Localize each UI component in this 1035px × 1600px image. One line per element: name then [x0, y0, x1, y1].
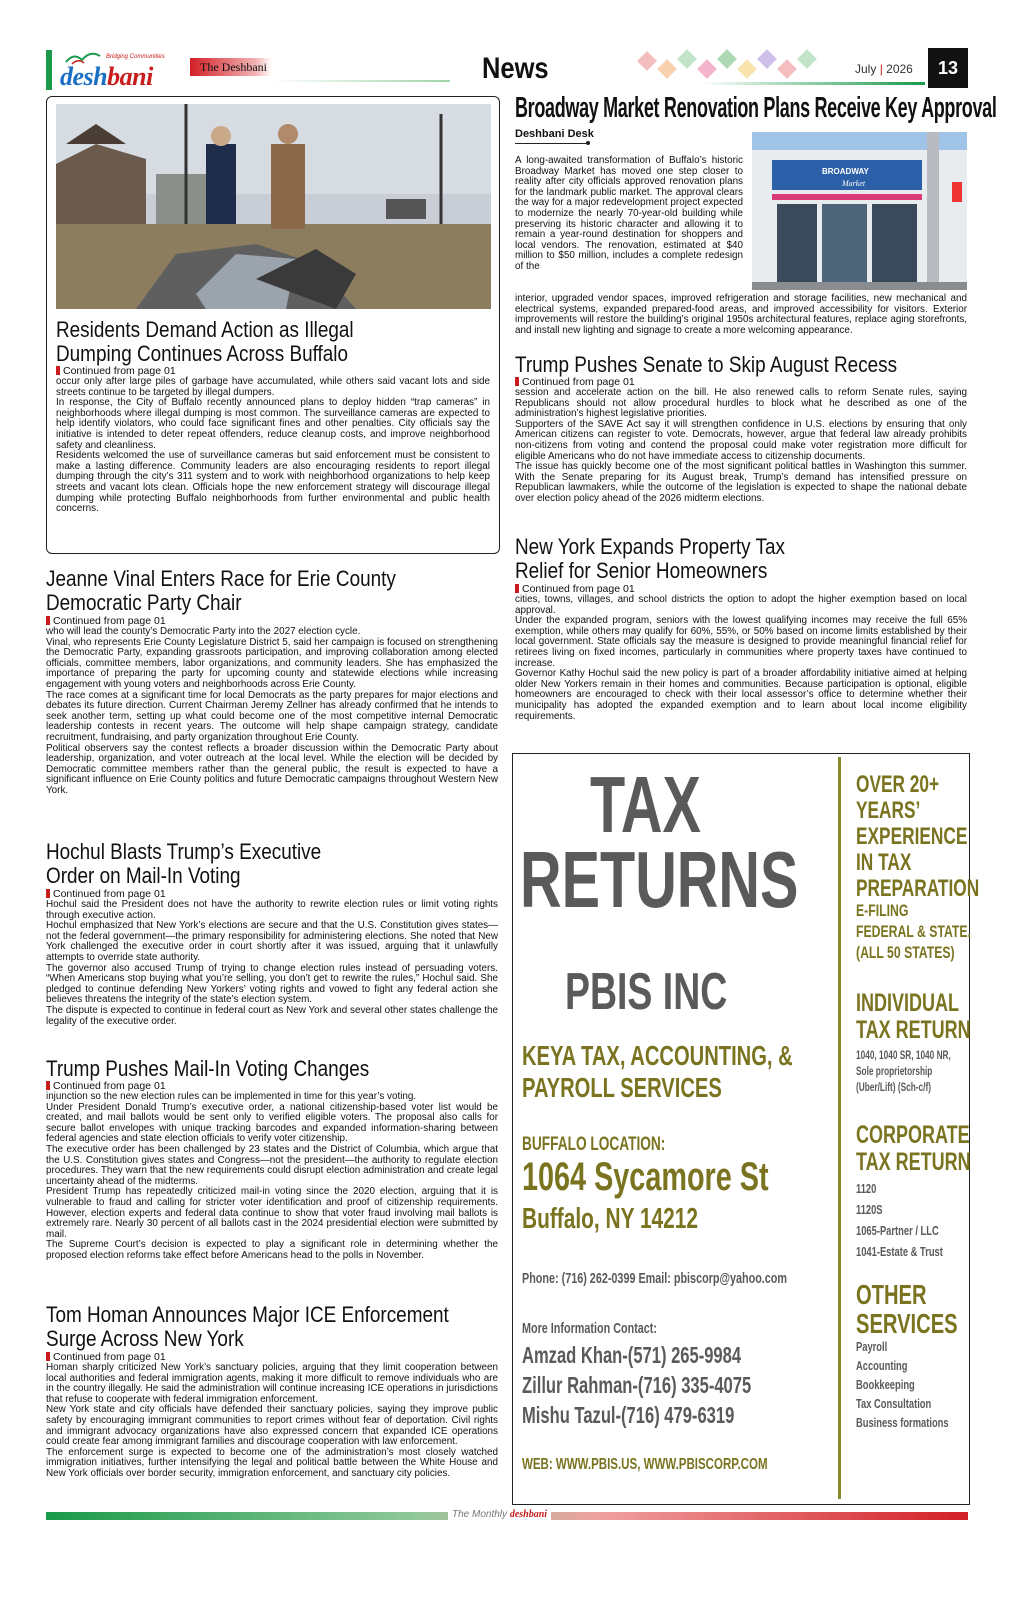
property-tax-continued: Continued from page 01	[515, 584, 635, 595]
ad-web[interactable]: WEB: WWW.PBIS.US, WWW.PBISCORP.COM	[522, 1456, 768, 1473]
homan-body: Homan sharply criticized New York’s sanctuary policies, arguing that they limit cooperation between local authorities and federal immigration agents, making it more difficult to remove individuals who are in the country illegally. He said the administration will continue increasing ICE operations in jurisdictions that refuse to cooperate with federal immigration enforcement. New York state and city officials have defended their sanctuary policies, saying they improve public safety by encouraging immigrant communities to report crimes without fear of deportation. Civil rights and immigrant advocacy organizations have also expressed concern that expanded ICE operations could create fear among immigrant families and discourage cooperation with law enforcement. The enforcement surge is expected to become one of the administration’s most closely watched immigration initiatives, further intensifying the legal and political battle between the White House and New York officials over border security, immigration enforcement, and sanctuary city policies.	[46, 1362, 498, 1479]
hochul-body: Hochul said the President does not have the authority to rewrite election rules or limit voting rights through executive action. Hochul emphasized that New York’s elections are secure and that the U.S. Constitution gives states—not the federal government—the primary responsibility for administering elections. She noted that New York challenged the executive order in court shortly after it was issued, arguing that it unlawfully attempts to override state authority. The governor also accused Trump of trying to change election rules instead of persuading voters. “When Americans stop buying what you’re selling, you don’t get to rewrite the rules,” Hochul said. She pledged to continue defending New Yorkers’ voting rights and vowed to fight any federal action she believes threatens the integrity of the state’s election system. The dispute is expected to continue in federal court as New York and several other states challenge the legality of the executive order.	[46, 899, 498, 1027]
homan-continued: Continued from page 01	[46, 1352, 166, 1363]
logo-tagline: Bridging Communities	[106, 54, 165, 60]
ad-corporate-title: CORPORATE TAX RETURN	[856, 1121, 971, 1176]
homan-headline[interactable]: Tom Homan Announces Major ICE Enforcement Surge Across New York	[46, 1302, 449, 1351]
ad-efiling: E-FILING FEDERAL & STATE. (ALL 50 STATES)	[856, 901, 971, 962]
ad-location-label: BUFFALO LOCATION:	[522, 1134, 666, 1155]
ad-company: PBIS INC	[565, 963, 728, 1021]
ad-phone-email[interactable]: Phone: (716) 262-0399 Email: pbiscorp@yahoo.com	[522, 1270, 788, 1287]
mailin-body: injunction so the new election rules can be implemented in time for this year’s voting. Under President Donald Trump’s executive order, a national citizenship-based voter list would be created, and mail ballots would be sent only to verified eligible voters. The proposal also calls for secure ballot envelopes with unique tracking barcodes and expanded information-sharing between federal agencies and state election officials to verify voter citizenship. The executive order has been challenged by 23 states and the District of Columbia, which argue that the U.S. Constitution gives states and Congress—not the president—the authority to regulate election procedures. They warn that the new requirements could disrupt election administration and create legal uncertainty ahead of the midterms. President Trump has repeatedly criticized mail-in voting since the 2020 election, arguing that it is vulnerable to fraud and calling for stricter voter identification and proof of citizenship requirements. However, election experts and federal data continue to show that voter fraud involving mail ballots is extremely rare. Nearly 30 percent of all ballots cast in the 2024 presidential election were submitted by mail. The Supreme Court’s decision is expected to play a significant role in determining whether the proposed election reforms take effect before Americans head to the polls in November.	[46, 1091, 498, 1261]
mailin-continued: Continued from page 01	[46, 1081, 166, 1092]
broadway-body-wide: interior, upgraded vendor spaces, improved refrigeration and storage facilities, new mechanical and electrical systems, expanded prepared-food areas, and improved accessibility for visitors. Exterior improvements will restore the building’s original 1950s architectural features, replace aging storefronts, and install new lighting and signage to create a more welcoming appearance.	[515, 293, 967, 336]
section-title: News	[482, 52, 549, 85]
vinal-continued: Continued from page 01	[46, 616, 166, 627]
recess-body: session and accelerate action on the bill. He also renewed calls to reform Senate rules, saying Republicans should not allow procedural hurdles to block what he described as one of the administration’s highest legislative priorities. Supporters of the SAVE Act say it will strengthen confidence in U.S. elections by ensuring that only American citizens can register to vote. Democrats, however, argue that federal law already prohibits non-citizens from voting and contend the proposal could make voter registration more difficult for eligible Americans who do not have immediate access to citizenship documents. The issue has quickly become one of the most significant political battles in Washington this summer. With the Senate preparing for its August break, Trump’s demand has intensified pressure on Republican lawmakers, while the outcome of the legislation is expected to shape the national debate over election policy ahead of the 2026 midterm elections.	[515, 387, 967, 504]
deshbani-logo[interactable]	[58, 48, 184, 92]
ad-divider	[838, 757, 841, 1499]
logo-wordmark: deshbani	[60, 62, 153, 91]
svg-text:Market: Market	[842, 179, 866, 188]
ad-individual-items: 1040, 1040 SR, 1040 NR, Sole proprietorship (Uber/Lift) (Sch-c/f)	[856, 1050, 951, 1094]
broadway-body-narrow: A long-awaited transformation of Buffalo’s historic Broadway Market has moved one step closer to reality after city officials approved renovation plans for the landmark public market. The approval clears the way for a major redevelopment project expected to modernize the nearly 70-year-old building while preserving its historic character and allowing it to remain a year-round destination for shoppers and local vendors. The renovation, estimated at $40 million to $50 million, includes a complete redesign of the	[515, 155, 743, 272]
ad-title-tax: TAX	[590, 760, 701, 849]
ad-other-items: Payroll Accounting Bookkeeping Tax Consultation Business formations	[856, 1339, 949, 1430]
vinal-headline[interactable]: Jeanne Vinal Enters Race for Erie County Democratic Party Chair	[46, 566, 396, 615]
mailin-headline[interactable]: Trump Pushes Mail-In Voting Changes	[46, 1056, 370, 1081]
header-green-underline	[700, 82, 925, 85]
broadway-market-photo[interactable]	[752, 132, 967, 290]
ad-other-title: OTHER SERVICES	[856, 1279, 958, 1339]
dumping-continued: Continued from page 01	[56, 366, 176, 377]
hochul-continued: Continued from page 01	[46, 889, 166, 900]
dumping-body: occur only after large piles of garbage have accumulated, while others said vacant lots and side streets continue to be targeted by illegal dumpers. In response, the City of Buffalo recently announced plans to deploy hidden “trap cameras” in neighborhoods where illegal dumping is most common. The surveillance cameras are expected to help identify violators, who could face significant fines and other penalties. City officials say the initiative is intended to deter repeat offenders, reduce cleanup costs, and improve neighborhood safety and cleanliness. Residents welcomed the use of surveillance cameras but said enforcement must be consistent to make a lasting difference. Community leaders are also encouraging residents to report illegal dumping through the city’s 311 system and to work with neighborhood organizations to help keep streets and vacant lots clean. Officials hope the new enforcement strategy will discourage illegal dumping while protecting Buffalo neighborhoods from further environmental and public health concerns.	[56, 376, 490, 515]
ad-corporate-items: 1120 1120S 1065-Partner / LLC 1041-Estate & Trust	[856, 1181, 943, 1259]
byline-rule	[515, 143, 590, 144]
footer-brand: The Monthly deshbani	[448, 1509, 551, 1520]
broadway-headline[interactable]: Broadway Market Renovation Plans Receive Key Approval	[515, 92, 997, 124]
header-accent-bar	[46, 50, 52, 90]
page-number: 13	[928, 48, 968, 88]
vinal-body: who will lead the county’s Democratic Party into the 2027 election cycle. Vinal, who represents Erie County Legislature District 5, said her campaign is focused on strengthening the Democratic Party, expanding grassroots participation, and improving collaboration among elected officials, committee members, labor organizations, and community leaders. She has emphasized the importance of preparing the party for upcoming county and statewide elections while increasing engagement with young voters and neighborhoods across Erie County. The race comes at a significant time for local Democrats as the party prepares for major elections and debates its future direction. Current Chairman Jeremy Zellner has already confirmed that he intends to seek another term, setting up what could become one of the most competitive internal Democratic leadership contests in recent years. The outcome will help shape campaign strategy, candidate recruitment, fundraising, and party organization throughout Erie County. Political observers say the contest reflects a broader discussion within the Democratic Party about leadership, organization, and voter outreach at the local level. While the election will be decided by Democratic committee members rather than the general public, the result is expected to have a significant influence on Erie County politics and future Democratic campaigns throughout Western New York.	[46, 626, 498, 796]
ad-contact-label: More Information Contact:	[522, 1320, 657, 1337]
ad-individual-title: INDIVIDUAL TAX RETURN	[856, 989, 971, 1044]
ad-street: 1064 Sycamore St	[522, 1155, 769, 1199]
ad-title-returns: RETURNS	[520, 835, 799, 924]
byline-dot	[586, 141, 590, 145]
recess-continued: Continued from page 01	[515, 377, 635, 388]
photo-sign-text: BROADWAY	[822, 167, 869, 176]
hochul-headline[interactable]: Hochul Blasts Trump’s Executive Order on Mail-In Voting	[46, 839, 322, 888]
ad-city: Buffalo, NY 14212	[522, 1203, 699, 1235]
property-tax-headline[interactable]: New York Expands Property Tax Relief for Senior Homeowners	[515, 534, 785, 583]
ad-services: KEYA TAX, ACCOUNTING, & PAYROLL SERVICES	[522, 1040, 793, 1103]
header-green-rule	[270, 80, 450, 82]
issue-date: July | 2026	[855, 62, 913, 76]
broadway-byline: Deshbani Desk	[515, 128, 594, 140]
dumping-headline[interactable]: Residents Demand Action as Illegal Dumping Continues Across Buffalo	[56, 317, 354, 366]
publication-name: The Deshbani	[200, 60, 267, 74]
property-tax-body: cities, towns, villages, and school districts the option to adopt the higher exemption based on local approval. Under the expanded program, seniors with the lowest qualifying incomes may receive the full 65% exemption, while others may qualify for 60%, 55%, or 50% based on income limits established by their local government. State officials say the measure is designed to provide meaningful financial relief for retirees living on fixed incomes, particularly in communities where property taxes have continued to increase. Governor Kathy Hochul said the new policy is part of a broader affordability initiative aimed at helping older New Yorkers remain in their homes and communities. Because participation is optional, eligible homeowners are encouraged to check with their local assessor’s office to determine whether their municipality has adopted the expanded exemption and to learn about local income eligibility requirements.	[515, 594, 967, 722]
ad-contacts[interactable]: Amzad Khan-(571) 265-9984 Zillur Rahman-(716) 335-4075 Mishu Tazul-(716) 479-6319	[522, 1342, 752, 1428]
ad-experience: OVER 20+ YEARS’ EXPERIENCE IN TAX PREPARATION	[856, 771, 980, 902]
dumping-photo[interactable]	[56, 104, 491, 309]
recess-headline[interactable]: Trump Pushes Senate to Skip August Recess	[515, 352, 898, 377]
